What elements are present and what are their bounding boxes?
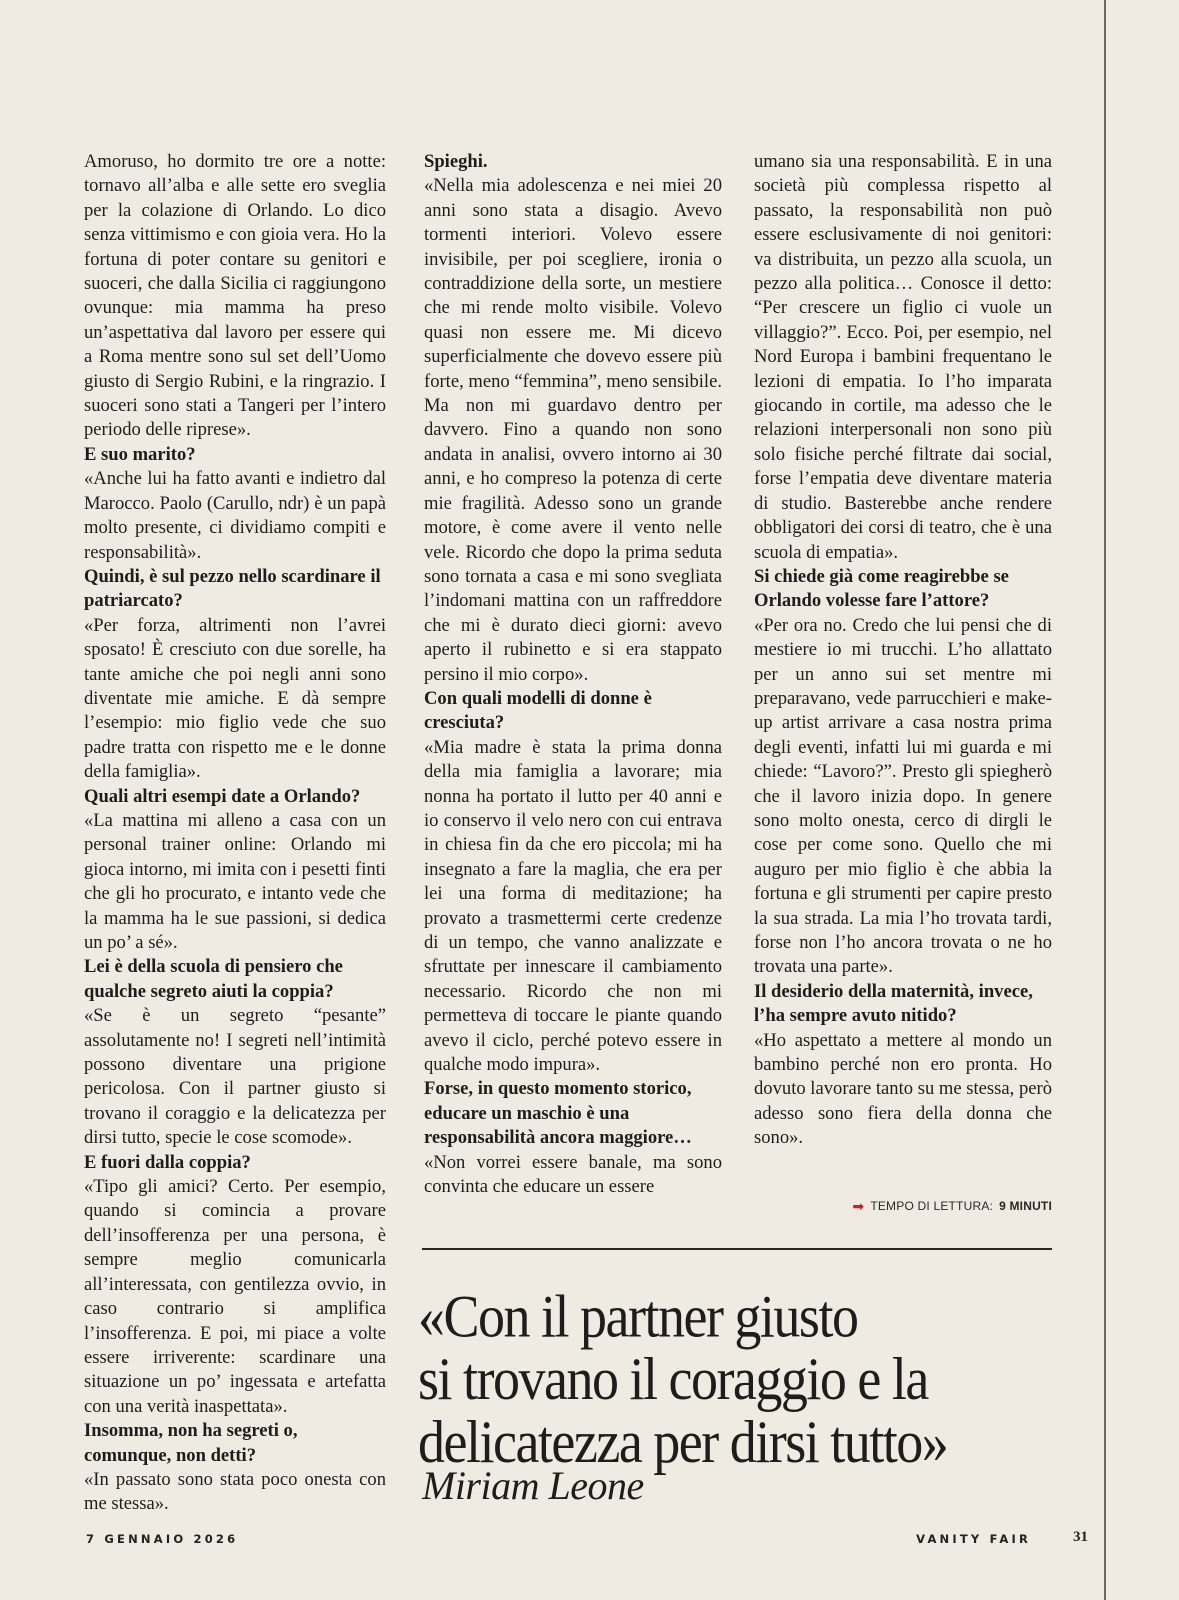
footer-date: 7 GENNAIO 2026 <box>86 1532 239 1546</box>
interview-question: Insomma, non ha segreti o, comunque, non detti? <box>84 1420 298 1466</box>
interview-question: E fuori dalla coppia? <box>84 1151 251 1173</box>
reading-time-value: 9 MINUTI <box>999 1199 1052 1213</box>
answer-paragraph: «Nella mia adolescenza e nei miei 20 anni sono stata a disagio. Avevo tormenti interiori. Volevo essere invisibile, per poi scegliere, ironia o contraddizione della sorte, un mestiere che mi rende molto visibile. Volevo quasi non essere me. Mi dicevo superficialmente che dovevo essere più forte, meno “femmina”, meno sensibile. Ma non mi guardavo dentro per davvero. Fino a quando non sono andata in analisi, ovvero intorno ai 30 anni, e ho compreso la potenza di certe mie fragilità. Adesso sono un grande motore, è come avere il vento nelle vele. Ricordo che dopo la prima seduta sono tornata a casa e mi sono svegliata l’indomani mattina con un raffreddore che mi è durato dieci giorni: avevo aperto il rubinetto e si era stappato persino il mio corpo». <box>424 175 722 685</box>
answer-paragraph: «Se è un segreto “pesante” assolutamente no! I segreti nell’intimità possono diventare una prigione pericolosa. Con il partner giusto si trovano il coraggio e la delicatezza per dirsi tutto, specie le cose scomode». <box>84 1005 386 1149</box>
answer-paragraph: «Per forza, altrimenti non l’avrei sposato! È cresciuto con due sorelle, ha tante amiche che poi negli anni sono diventate mie amiche. E dà sempre l’esempio: mio figlio vede che suo padre tratta con rispetto me e le donne della famiglia». <box>84 614 386 783</box>
interview-question: Il desiderio della maternità, invece, l’ha sempre avuto nitido? <box>754 980 1033 1027</box>
interview-question: Si chiede già come reagirebbe se Orlando volesse fare l’attore? <box>754 565 1009 612</box>
footer-magazine-name: VANITY FAIR <box>916 1532 1031 1546</box>
article-column-2 <box>424 150 722 1199</box>
page-number: 31 <box>1073 1529 1088 1545</box>
pullquote-line: delicatezza per dirsi tutto» <box>418 1408 948 1476</box>
pullquote <box>418 1282 1058 1476</box>
answer-paragraph: «Non vorrei essere banale, ma sono convinta che educare un essere <box>424 1151 722 1198</box>
interview-question: Forse, in questo momento storico, educare un maschio è una responsabilità ancora maggiore… <box>424 1078 692 1149</box>
reading-time-label: TEMPO DI LETTURA: <box>870 1199 994 1213</box>
arrow-right-icon: ➡ <box>852 1198 865 1214</box>
article-column-3 <box>754 150 1052 1151</box>
interview-question: Quindi, è sul pezzo nello scardinare il patriarcato? <box>84 565 381 612</box>
pullquote-attribution: Miriam Leone <box>422 1463 644 1508</box>
answer-paragraph: Amoruso, ho dormito tre ore a notte: tornavo all’alba e alle sette ero sveglia per la colazione di Orlando. Lo dico senza vittimismo e con gioia vera. Ho la fortuna di poter contare su genitori e suoceri, che dalla Sicilia ci raggiungono ovunque: mia mamma ha preso un’aspettativa dal lavoro per essere qui a Roma mentre sono sul set dell’Uomo giusto di Sergio Rubini, e la ringrazio. I suoceri sono stati a Tangeri per l’intero periodo delle riprese». <box>84 151 386 441</box>
article-column-1 <box>84 150 386 1517</box>
answer-paragraph: «In passato sono stata poco onesta con me stessa». <box>84 1468 386 1515</box>
pullquote-line: si trovano il coraggio e la <box>418 1345 928 1413</box>
pullquote-divider <box>422 1248 1052 1250</box>
answer-paragraph: «Anche lui ha fatto avanti e indietro dal Marocco. Paolo (Carullo, ndr) è un papà molto presente, ci dividiamo compiti e responsabilità». <box>84 468 386 563</box>
interview-question: Spieghi. <box>424 151 488 172</box>
pullquote-line: «Con il partner giusto <box>418 1282 858 1350</box>
reading-time <box>852 1199 1052 1213</box>
answer-paragraph: «Mia madre è stata la prima donna della mia famiglia a lavorare; mia nonna ha portato il lutto per 40 anni e io conservo il velo nero con cui entrava in chiesa fin da che ero piccola; mi ha insegnato a fare la maglia, che era per lei una forma di meditazione; ha provato a trasmettermi certe credenze di un tempo, che vanno analizzate e sfruttate per innescare il cambiamento necessario. Ricordo che non mi permetteva di toccare le piante quando avevo il ciclo, perché potevo essere in qualche modo impura». <box>424 736 722 1076</box>
answer-paragraph: «La mattina mi alleno a casa con un personal trainer online: Orlando mi gioca intorno, mi imita con i pesetti finti che gli ho procurato, e intanto vede che la mamma ha le sue passioni, si dedica un po’ a sé». <box>84 809 386 953</box>
interview-question: Quali altri esempi date a Orlando? <box>84 785 361 807</box>
interview-question: Lei è della scuola di pensiero che qualche segreto aiuti la coppia? <box>84 956 343 1002</box>
answer-paragraph: «Tipo gli amici? Certo. Per esempio, quando si comincia a provare dell’insofferenza per una persona, è sempre meglio comunicarla all’interessata, con gentilezza ovvio, in caso contrario si amplifica l’insofferenza. E poi, mi piace a volte essere irriverente: scardinare una situazione un po’ ingessata e artefatta con una verità inaspettata». <box>84 1176 386 1417</box>
answer-paragraph: «Ho aspettato a mettere al mondo un bambino perché non ero pronta. Ho dovuto lavorare tanto su me stessa, però adesso sono fiera della donna che sono». <box>754 1029 1052 1149</box>
page-edge-divider <box>1104 0 1106 1600</box>
interview-question: Con quali modelli di donne è cresciuta? <box>424 687 652 734</box>
answer-paragraph: «Per ora no. Credo che lui pensi che di mestiere io mi trucchi. L’ho allattato per un anno sui set mentre mi preparavano, vede parrucchieri e make-up artist arrivare a casa nostra prima degli eventi, infatti lui mi guarda e mi chiede: “Lavoro?”. Presto gli spiegherò che il lavoro inizia dopo. In genere sono molto onesta, cerco di dirgli le cose per come sono. Quello che mi auguro per mio figlio è che abbia la fortuna e gli strumenti per capire presto la sua strada. La mia l’ho trovata tardi, forse non l’ho ancora trovata o ne ho trovata una parte». <box>754 614 1052 978</box>
answer-paragraph: umano sia una responsabilità. E in una società più complessa rispetto al passato, la responsabilità non può essere esclusivamente di noi genitori: va distribuita, un pezzo alla scuola, un pezzo alla politica… Conosce il detto: “Per crescere un figlio ci vuole un villaggio?”. Ecco. Poi, per esempio, nel Nord Europa i bambini frequentano le lezioni di empatia. Io l’ho imparata giocando in cortile, ma adesso che le relazioni interpersonali non sono più solo fisiche perché filtrate dai social, forse l’empatia deve diventare materia di studio. Basterebbe anche rendere obbligatori dei corsi di teatro, che è una scuola di empatia». <box>754 151 1052 563</box>
interview-question: E suo marito? <box>84 443 196 465</box>
